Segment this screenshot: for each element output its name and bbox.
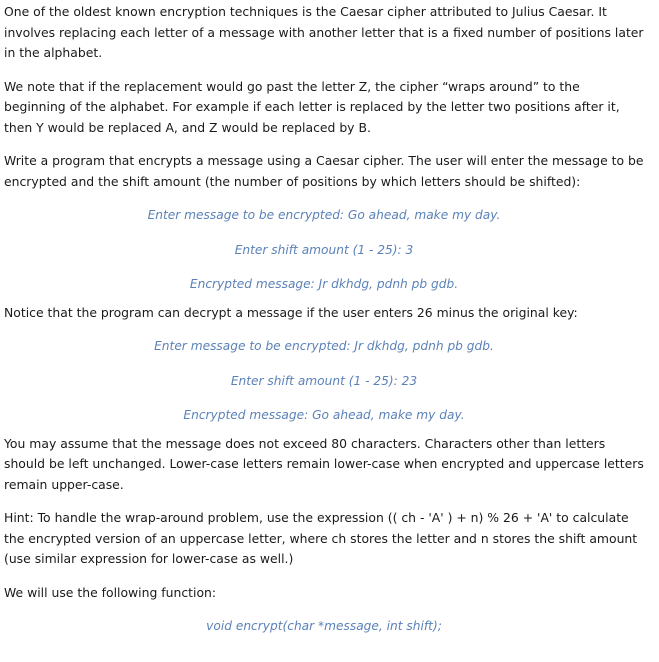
example1-message-prompt: Enter message to be encrypted: Go ahead, make my day. — [147, 208, 501, 222]
example1-shift-prompt: Enter shift amount (1 - 25): 3 — [234, 242, 414, 257]
function-intro-paragraph: We will use the following function: — [4, 584, 217, 600]
intro-paragraph: One of the oldest known encryption techniques is the Caesar cipher attributed to Julius Caesar. It involves replacing each letter of a message with another letter that is a fixed number of positions later in the alphabet. — [4, 4, 644, 60]
hint-paragraph: Hint: To handle the wrap-around problem, use the expression (( ch - 'A' ) + n) % 26 + 'A' to calculate the encrypted version of an uppercase letter, where ch stores the letter and n stores the shift amount (use similar expression for lower-case as well.) — [4, 510, 638, 566]
example2-message-prompt: Enter message to be encrypted: Jr dkhdg, pdnh pb gdb. — [154, 339, 494, 353]
example2-shift-prompt: Enter shift amount (1 - 25): 23 — [230, 373, 418, 388]
task-paragraph: Write a program that encrypts a message using a Caesar cipher. The user will enter the message to be encrypted and the shift amount (the number of positions by which letters should be shifted): — [4, 153, 644, 189]
example1-result: Encrypted message: Jr dkhdg, pdnh pb gdb. — [189, 277, 459, 291]
example2-result: Encrypted message: Go ahead, make my day. — [183, 408, 465, 422]
assumptions-paragraph: You may assume that the message does not exceed 80 characters. Characters other than letters should be left unchanged. Lower-case letters remain lower-case when encrypted and uppercase letters remain upper-case. — [4, 435, 644, 492]
wrap-around-paragraph: We note that if the replacement would go past the letter Z, the cipher “wraps around” to the beginning of the alphabet. For example if each letter is replaced by the letter two positions after it, then Y would be replaced A, and Z would be replaced by B. — [4, 78, 620, 135]
function-signature: void encrypt(char *message, int shift); — [206, 619, 442, 633]
notice-paragraph: Notice that the program can decrypt a message if the user enters 26 minus the original key: — [4, 304, 578, 320]
